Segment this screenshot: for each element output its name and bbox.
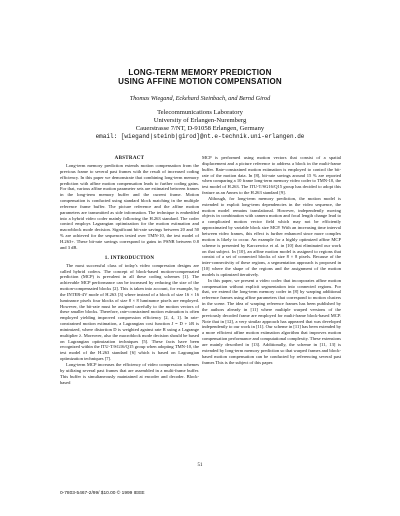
authors: Thomas Wiegand, Eckehard Steinbach, and Bernd Girod — [129, 95, 271, 102]
page-number: 51 — [197, 463, 203, 468]
abstract-text: Long-term memory prediction extends motion compensation from the previous frame to several past frames with the result of increased coding efficiency. In this paper we demonstrate that combining long-term memory prediction with affine motion compensation leads to further coding gains. For that, various affine motion parameter sets are estimated between frames in the long-term memory buffer and the current frame. Motion compensation is conducted using standard block matching in the multiple reference frame buffer. The picture reference and the affine motion parameters are transmitted as side information. The technique is embedded into a hybrid video coder mainly following the H.263 standard. The coder control employs Lagrangian optimization for the motion estimation and macroblock mode decision. Significant bit-rate savings between 20 and 50 % are achieved for the sequences tested over TMN-10, the test model of H.263+. These bit-rate savings correspond to gains in PSNR between 0.8 and 3 dB. — [60, 163, 199, 250]
paper-title-line-1: LONG-TERM MEMORY PREDICTION — [128, 68, 272, 77]
body-paragraph-1: MCP is performed using motion vectors that consist of a spatial displacement and a picture reference to address a block in the multi-frame buffer. Rate-constrained motion estimation is employed to control the bit-rate of the motion data. In [8], bit-rate savings around 15 % are reported when comparing a 10 frame long-term memory video coder to TMN-10, the test model of H.263. The ITU-T/SG16/Q15 group has decided to adopt this feature as an Annex to the H.263 standard [9]. — [202, 155, 341, 196]
body-paragraph-2: Although, for long-term memory prediction, the motion model is extended to exploit long-term dependencies in the video sequence, the motion model remains translational. However, independently moving objects in combination with camera motion and focal length change lead to a complicated motion vector field which may not be efficiently approximated by variable block size MCP. With an increasing time interval between video frames, this effect is further enhanced since more complex motion is likely to occur. An example for a highly optimized affine MCP scheme is presented by Karczewicz et al. in [10] that eliminated our work on that subject. In [10], an affine motion model is assigned to regions that consist of a set of connected blocks of size 8 × 8 pixels. Because of the inter-connectivity of these regions, a segmentation approach is proposed in [10] where the shape of the regions and the assignment of the motion models is optimized iteratively. — [202, 195, 341, 277]
affiliation-lab: Telecommunications Laboratory — [157, 109, 243, 116]
body-paragraph-3: In this paper, we present a video codec that incorporates affine motion compensation without explicit segmentation into connected regions. For that, we extend the long-term memory coder in [8] by warping additional reference frames using affine parameters that correspond to motion clusters in the scene. The idea of warping reference frames has been published by the authors already in [11] where multiple warped versions of the previously decoded frame are employed for multi-frame block-based MCP. Note that in [12], a very similar approach has appeared that was developed independently to our work in [11]. Our scheme in [11] has been extended by a more efficient affine motion estimation algorithm that improves motion compensation performance and computational complexity. These extensions are mainly described in [13]. Additionally, the scheme in [11, 13] is extended by long-term memory prediction so that warped frames and block-based motion compensation can be conducted by referencing several past frames This is the subject of this paper. — [202, 277, 341, 365]
right-column — [202, 155, 341, 365]
left-column — [60, 155, 199, 385]
introduction-paragraph-1: The most successful class of today's video compression designs are called hybrid codecs. The concept of block-based motion-compensated prediction (MCP) is prevalent in all these coding schemes [1]. The achievable MCP performance can be increased by reducing the size of the motion-compensated blocks [2]. This is taken into account, for example, by the INTER-4V mode of H.263 [3] where instead of a block of size 16 × 16 luminance pixels four blocks of size 8 × 8 luminance pixels are employed. However, the bit-rate must be assigned carefully to the motion vectors of these smaller blocks. Therefore, rate-constrained motion estimation is often employed yielding improved compression efficiency [2, 4, 1]. In rate-constrained motion estimation, a Lagrangian cost function J = D + λR is minimized, where distortion D is weighted against rate R using a Lagrange multiplier λ. Moreover, also the macroblock mode decision should be based on Lagrangian optimization techniques [5]. These facts have been recognized within the ITU-T/SG16/Q15 group when adopting TMN-10, the test model of the H.263 standard [6] which is based on Lagrangian optimization techniques [7]. — [60, 262, 199, 362]
copyright-footer: 0-7803-5467-2/99/ $10.00 © 1999 IEEE — [60, 491, 145, 496]
abstract-heading: ABSTRACT — [114, 156, 145, 161]
paper-title-line-2: USING AFFINE MOTION COMPENSATION — [118, 77, 282, 86]
author-email: email: [wiegand|steinb|girod]@nt.e-technik.uni-erlangen.de — [95, 133, 305, 140]
affiliation-address: Cauerstrasse 7/NT, D-91058 Erlangen, Germany — [135, 125, 265, 132]
introduction-paragraph-2: Long-term MCP increases the efficiency of video compression schemes by utilizing several past frames that are assembled in a multi-frame buffer. This buffer is simultaneously maintained at encoder and decoder. Block-based — [60, 362, 199, 385]
introduction-heading: 1. INTRODUCTION — [104, 255, 155, 261]
affiliation-university: University of Erlangen-Nuremberg — [153, 117, 247, 124]
